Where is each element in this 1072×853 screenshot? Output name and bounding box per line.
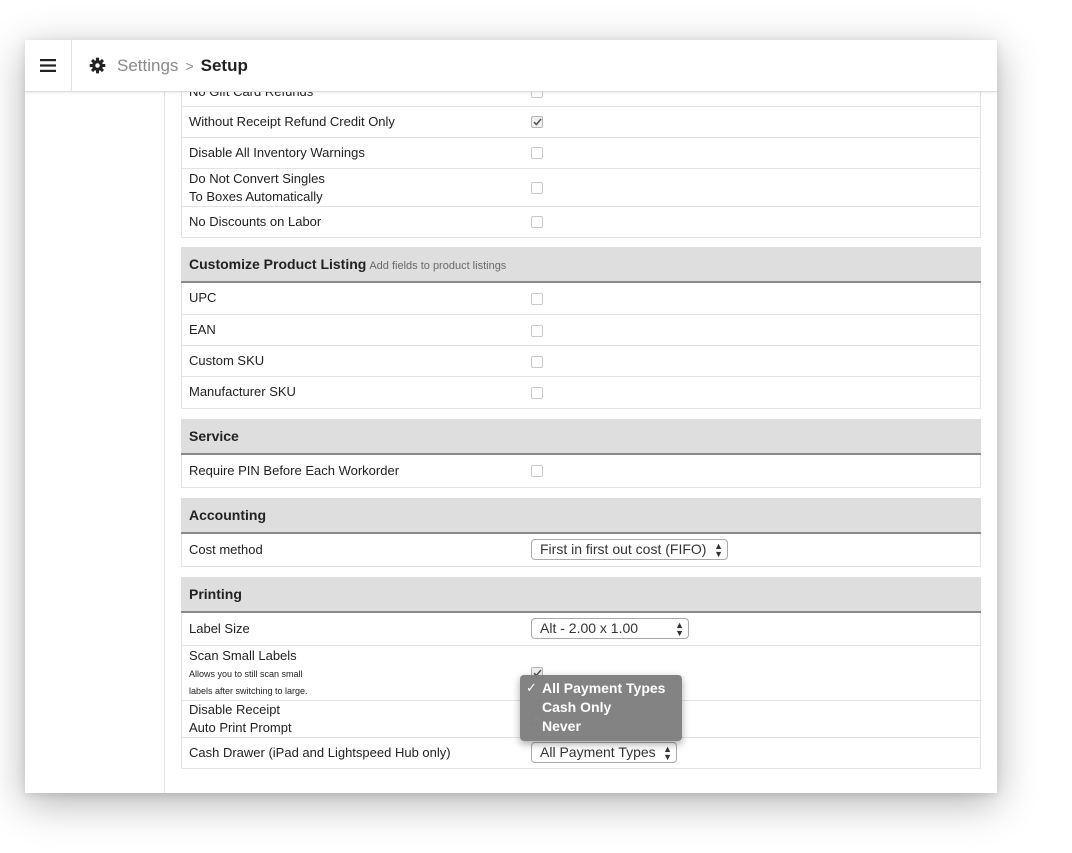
option-label: Require PIN Before Each Workorder — [189, 463, 400, 478]
upc-checkbox[interactable] — [531, 293, 543, 305]
option-label: Custom SKU — [189, 353, 265, 368]
dropdown-option-cash-only[interactable]: Cash Only — [542, 699, 612, 715]
section-accounting — [181, 498, 981, 534]
option-label: No Discounts on Labor — [189, 214, 322, 229]
breadcrumb — [89, 40, 248, 91]
option-row-label-size — [181, 613, 981, 646]
option-row-custom-sku — [181, 346, 981, 377]
option-row-manufacturer-sku — [181, 377, 981, 409]
option-label: Disable All Inventory Warnings — [189, 145, 365, 160]
label-size-value: Alt - 2.00 x 1.00 — [540, 620, 639, 636]
app-window — [25, 40, 997, 793]
option-label: Cash Drawer (iPad and Lightspeed Hub only) — [189, 745, 451, 760]
breadcrumb-separator: > — [185, 57, 194, 74]
option-label-line1: Do Not Convert Singles — [189, 171, 325, 186]
option-label-line1: Disable Receipt — [189, 702, 281, 717]
option-label: Cost method — [189, 542, 263, 557]
breadcrumb-settings-link[interactable]: Settings — [117, 55, 179, 75]
select-arrows-icon: ▲ ▼ — [714, 541, 723, 559]
option-row-upc — [181, 283, 981, 315]
require-pin-checkbox[interactable] — [531, 465, 543, 477]
section-customize-product-listing — [181, 247, 981, 283]
cash-drawer-select[interactable] — [531, 742, 677, 763]
cash-drawer-value: All Payment Types — [540, 744, 656, 760]
scan-small-labels-help-line2: labels after switching to large. — [189, 686, 308, 696]
select-arrows-icon: ▲ ▼ — [663, 744, 672, 762]
disable-inventory-warnings-checkbox[interactable] — [531, 147, 543, 159]
label-size-select[interactable] — [531, 618, 689, 639]
no-convert-singles-checkbox[interactable] — [531, 182, 543, 194]
section-title: Service — [189, 428, 239, 444]
option-label-line2: Auto Print Prompt — [189, 720, 292, 735]
ean-checkbox[interactable] — [531, 325, 543, 337]
option-label: UPC — [189, 290, 217, 305]
option-row-no-convert-singles — [181, 169, 981, 207]
option-row-cash-drawer — [181, 738, 981, 769]
option-label: EAN — [189, 322, 216, 337]
option-label: Manufacturer SKU — [189, 384, 296, 399]
section-title — [189, 256, 506, 272]
manufacturer-sku-checkbox[interactable] — [531, 387, 543, 399]
option-label-line2: To Boxes Automatically — [189, 189, 323, 204]
cost-method-value: First in first out cost (FIFO) — [540, 541, 707, 557]
dropdown-option-all-payment-types[interactable]: All Payment Types — [542, 680, 666, 696]
top-bar — [25, 40, 997, 92]
section-title: Accounting — [189, 507, 266, 523]
no-discounts-labor-checkbox[interactable] — [531, 216, 543, 228]
option-label: Label Size — [189, 621, 250, 636]
scan-small-labels-title: Scan Small Labels — [189, 648, 297, 663]
gear-icon — [89, 57, 107, 75]
breadcrumb-current: Setup — [200, 55, 248, 75]
section-subtitle: Add fields to product listings — [369, 260, 507, 272]
left-sidebar — [25, 91, 165, 793]
section-title: Printing — [189, 586, 242, 602]
scan-small-labels-help-line1: Allows you to still scan small — [189, 669, 303, 679]
select-arrows-icon: ▲ ▼ — [675, 620, 684, 638]
hamburger-menu-icon[interactable] — [25, 40, 72, 91]
dropdown-option-never[interactable]: Never — [542, 718, 581, 734]
custom-sku-checkbox[interactable] — [531, 356, 543, 368]
option-row-ean — [181, 315, 981, 346]
section-title-text: Customize Product Listing — [189, 256, 367, 272]
option-row-no-discounts-labor — [181, 207, 981, 238]
option-row-cost-method — [181, 534, 981, 567]
cost-method-select[interactable] — [531, 539, 728, 560]
section-printing — [181, 577, 981, 613]
option-row-disable-inventory-warnings — [181, 138, 981, 169]
option-row-require-pin — [181, 455, 981, 488]
cash-drawer-dropdown-menu — [520, 675, 682, 741]
option-label: Without Receipt Refund Credit Only — [189, 114, 395, 129]
selected-check-icon: ✓ — [526, 680, 537, 695]
option-row-without-receipt-refund — [181, 107, 981, 138]
section-service — [181, 419, 981, 455]
without-receipt-refund-checkbox[interactable] — [531, 116, 543, 128]
